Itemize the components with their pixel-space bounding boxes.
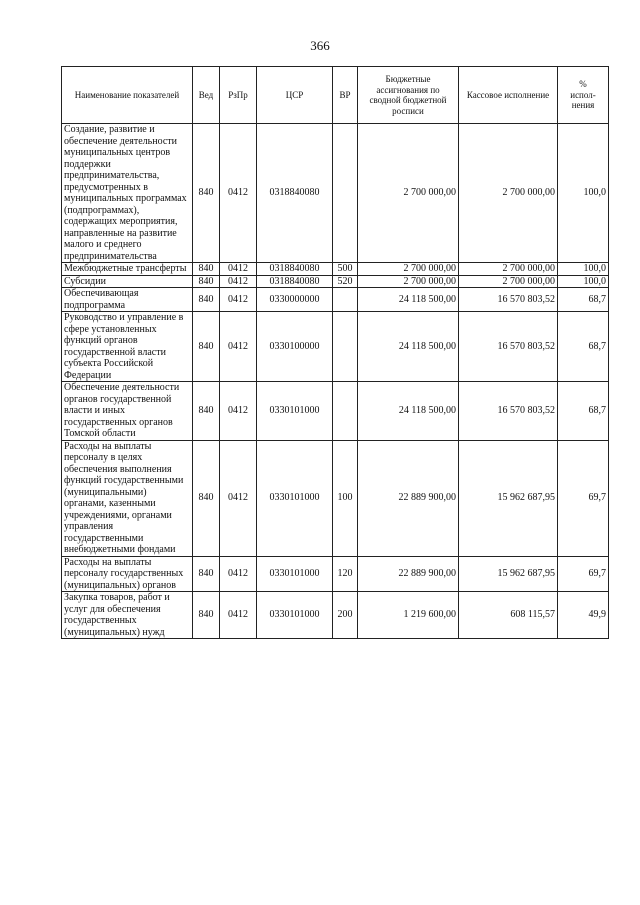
row-csr: 0330101000 — [257, 556, 333, 592]
row-pct: 100,0 — [558, 275, 609, 288]
row-rzpr: 0412 — [220, 382, 257, 441]
row-vr: 120 — [333, 556, 358, 592]
row-csr: 0318840080 — [257, 124, 333, 263]
row-budget: 2 700 000,00 — [358, 124, 459, 263]
row-vr: 200 — [333, 592, 358, 639]
table-row — [62, 312, 609, 382]
row-cash: 2 700 000,00 — [459, 275, 558, 288]
row-rzpr: 0412 — [220, 124, 257, 263]
row-pct: 68,7 — [558, 312, 609, 382]
row-budget: 2 700 000,00 — [358, 275, 459, 288]
row-pct: 100,0 — [558, 124, 609, 263]
row-pct: 68,7 — [558, 288, 609, 312]
row-name: Обеспечивающая подпрограмма — [62, 288, 193, 312]
row-csr: 0318840080 — [257, 275, 333, 288]
row-vr: 100 — [333, 440, 358, 556]
row-budget: 24 118 500,00 — [358, 312, 459, 382]
row-cash: 16 570 803,52 — [459, 288, 558, 312]
row-cash: 16 570 803,52 — [459, 382, 558, 441]
row-name: Межбюджетные трансферты — [62, 263, 193, 276]
row-rzpr: 0412 — [220, 440, 257, 556]
row-ved: 840 — [193, 312, 220, 382]
budget-table — [61, 66, 609, 639]
table-row — [62, 288, 609, 312]
table-row — [62, 556, 609, 592]
table-header-row — [62, 67, 609, 124]
row-pct: 68,7 — [558, 382, 609, 441]
page-number: 366 — [310, 38, 330, 53]
row-pct: 100,0 — [558, 263, 609, 276]
row-rzpr: 0412 — [220, 263, 257, 276]
table-row — [62, 263, 609, 276]
row-budget: 24 118 500,00 — [358, 382, 459, 441]
row-cash: 2 700 000,00 — [459, 124, 558, 263]
header-rzpr: РзПр — [220, 67, 257, 124]
row-rzpr: 0412 — [220, 275, 257, 288]
row-vr — [333, 382, 358, 441]
row-name: Расходы на выплаты персоналу государственных (муниципальных) органов — [62, 556, 193, 592]
header-pct-symbol: % — [579, 79, 587, 90]
row-csr: 0330101000 — [257, 382, 333, 441]
header-cash: Кассовое исполнение — [459, 67, 558, 124]
header-csr: ЦСР — [257, 67, 333, 124]
row-vr — [333, 124, 358, 263]
row-budget: 24 118 500,00 — [358, 288, 459, 312]
row-name: Закупка товаров, работ и услуг для обеспечения государственных (муниципальных) нужд — [62, 592, 193, 639]
row-rzpr: 0412 — [220, 288, 257, 312]
header-budget: Бюджетные ассигнования по сводной бюджетной росписи — [358, 67, 459, 124]
row-csr: 0330101000 — [257, 592, 333, 639]
row-budget: 1 219 600,00 — [358, 592, 459, 639]
header-name: Наименование показателей — [62, 67, 193, 124]
row-ved: 840 — [193, 556, 220, 592]
table-row — [62, 382, 609, 441]
row-pct: 69,7 — [558, 440, 609, 556]
row-csr: 0330101000 — [257, 440, 333, 556]
row-ved: 840 — [193, 288, 220, 312]
row-pct: 69,7 — [558, 556, 609, 592]
row-csr: 0330000000 — [257, 288, 333, 312]
row-ved: 840 — [193, 592, 220, 639]
row-name: Расходы на выплаты персоналу в целях обеспечения выполнения функций государственными (муниципальными) органами, казенными учреждениями, органами управления государственными внебюджетными фондами — [62, 440, 193, 556]
row-budget: 22 889 900,00 — [358, 440, 459, 556]
row-name: Руководство и управление в сфере установленных функций органов государственной власти субъекта Российской Федерации — [62, 312, 193, 382]
row-csr: 0318840080 — [257, 263, 333, 276]
row-ved: 840 — [193, 263, 220, 276]
row-csr: 0330100000 — [257, 312, 333, 382]
row-cash: 16 570 803,52 — [459, 312, 558, 382]
row-pct: 49,9 — [558, 592, 609, 639]
row-name: Субсидии — [62, 275, 193, 288]
row-ved: 840 — [193, 440, 220, 556]
row-cash: 15 962 687,95 — [459, 556, 558, 592]
row-vr — [333, 312, 358, 382]
row-ved: 840 — [193, 275, 220, 288]
row-vr: 520 — [333, 275, 358, 288]
row-ved: 840 — [193, 382, 220, 441]
header-vr: ВР — [333, 67, 358, 124]
row-cash: 2 700 000,00 — [459, 263, 558, 276]
row-rzpr: 0412 — [220, 592, 257, 639]
row-name: Создание, развитие и обеспечение деятельности муниципальных центров поддержки предпринимательства, предусмотренных в муниципальных программах (подпрограммах), содержащих мероприятия, направленные на развитие малого и среднего предпринимательства — [62, 124, 193, 263]
header-pct — [558, 67, 609, 124]
row-vr: 500 — [333, 263, 358, 276]
table-row — [62, 124, 609, 263]
table-row — [62, 275, 609, 288]
table-row — [62, 592, 609, 639]
row-name: Обеспечение деятельности органов государственной власти и иных государственных органов Томской области — [62, 382, 193, 441]
row-cash: 15 962 687,95 — [459, 440, 558, 556]
header-ved: Вед — [193, 67, 220, 124]
row-cash: 608 115,57 — [459, 592, 558, 639]
row-vr — [333, 288, 358, 312]
row-rzpr: 0412 — [220, 312, 257, 382]
row-rzpr: 0412 — [220, 556, 257, 592]
header-pct-text: испол-нения — [570, 89, 596, 111]
row-ved: 840 — [193, 124, 220, 263]
table-row — [62, 440, 609, 556]
row-budget: 22 889 900,00 — [358, 556, 459, 592]
row-budget: 2 700 000,00 — [358, 263, 459, 276]
